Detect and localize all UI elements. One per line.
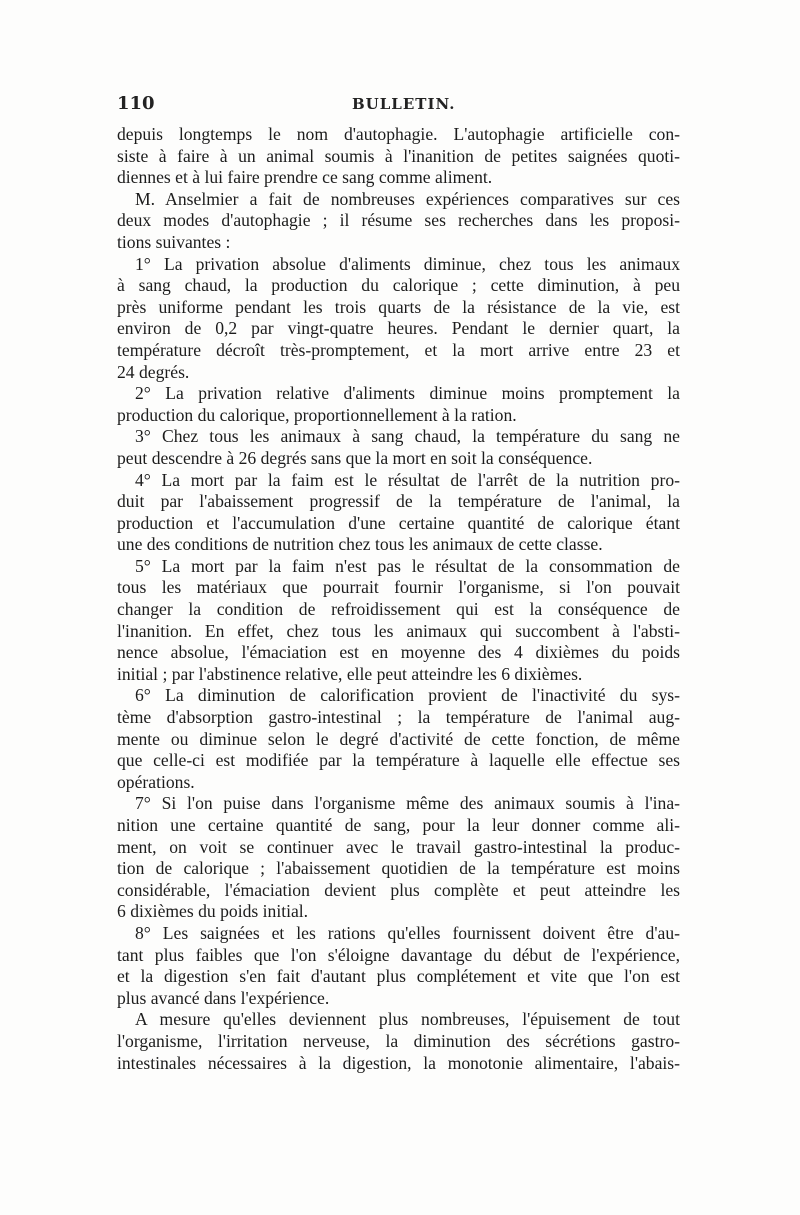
page-header — [117, 93, 680, 119]
text-line: changer la condition de refroidissement qui est la conséquence de — [117, 599, 680, 620]
text-line: M. Anselmier a fait de nombreuses expériences comparatives sur ces — [135, 188, 680, 209]
body-text — [117, 124, 680, 1074]
text-line: 4° La mort par la faim est le résultat de l'arrêt de la nutrition pro- — [135, 469, 680, 490]
text-line: nition une certaine quantité de sang, pour la leur donner comme ali- — [117, 815, 680, 835]
text-line: siste à faire à un animal soumis à l'inanition de petites saignées quoti- — [117, 145, 680, 166]
text-line: l'inanition. En effet, chez tous les animaux qui succombent à l'absti- — [117, 620, 680, 641]
text-line: 6° La diminution de calorification provient de l'inactivité du sys- — [135, 685, 680, 706]
text-line: nence absolue, l'émaciation est en moyenne des 4 dixièmes du poids — [117, 642, 680, 663]
text-line: 8° Les saignées et les rations qu'elles fournissent doivent être d'au- — [135, 922, 680, 943]
text-line: température décroît très-promptement, et la mort arrive entre 23 et — [117, 339, 680, 360]
text-line: 6 dixièmes du poids initial. — [117, 901, 309, 922]
page-number: 110 — [117, 93, 155, 114]
text-line: 24 degrés. — [117, 361, 190, 382]
text-line: 3° Chez tous les animaux à sang chaud, la température du sang ne — [135, 426, 680, 447]
text-line: ment, on voit se continuer avec le travail gastro-intestinal la produc- — [117, 836, 680, 857]
text-line: tème d'absorption gastro-intestinal ; la température de l'animal aug- — [117, 707, 680, 728]
text-line: considérable, l'émaciation devient plus complète et peut atteindre les — [117, 879, 680, 900]
text-line: près uniforme pendant les trois quarts de la résistance de la vie, est — [117, 296, 680, 317]
text-line: A mesure qu'elles deviennent plus nombreuses, l'épuisement de tout — [135, 1009, 680, 1030]
text-line: depuis longtemps le nom d'autophagie. L'autophagie artificielle con- — [117, 124, 680, 144]
text-line: à sang chaud, la production du calorique ; cette diminution, à peu — [117, 275, 680, 296]
running-head: BULLETIN. — [352, 95, 456, 113]
text-line: tions suivantes : — [117, 231, 231, 252]
text-line: production et l'accumulation d'une certaine quantité de calorique étant — [117, 512, 680, 533]
text-line: une des conditions de nutrition chez tous les animaux de cette classe. — [117, 534, 603, 555]
text-line: environ de 0,2 par vingt-quatre heures. Pendant le dernier quart, la — [117, 318, 680, 339]
text-line: production du calorique, proportionnellement à la ration. — [117, 404, 517, 425]
text-line: que celle-ci est modifiée par la température à laquelle elle effectue ses — [117, 750, 680, 771]
text-line: tion de calorique ; l'abaissement quotidien de la température est moins — [117, 858, 680, 879]
text-line: 7° Si l'on puise dans l'organisme même des animaux soumis à l'ina- — [135, 793, 680, 814]
text-line: initial ; par l'abstinence relative, elle peut atteindre les 6 dixièmes. — [117, 663, 583, 684]
text-line: intestinales nécessaires à la digestion, la monotonie alimentaire, l'abais- — [117, 1052, 680, 1073]
text-line: plus avancé dans l'expérience. — [117, 987, 330, 1008]
text-line: deux modes d'autophagie ; il résume ses recherches dans les proposi- — [117, 210, 680, 231]
text-line: duit par l'abaissement progressif de la température de l'animal, la — [117, 491, 680, 512]
text-line: tant plus faibles que l'on s'éloigne davantage du début de l'expérience, — [117, 944, 680, 965]
text-line: 2° La privation relative d'aliments diminue moins promptement la — [135, 383, 680, 404]
text-line: et la digestion s'en fait d'autant plus complétement et vite que l'on est — [117, 966, 680, 987]
text-line: l'organisme, l'irritation nerveuse, la diminution des sécrétions gastro- — [117, 1030, 680, 1051]
text-line: 1° La privation absolue d'aliments diminue, chez tous les animaux — [135, 253, 680, 274]
text-line: peut descendre à 26 degrés sans que la mort en soit la conséquence. — [117, 447, 593, 468]
text-line: mente ou diminue selon le degré d'activité de cette fonction, de même — [117, 728, 680, 749]
text-line: 5° La mort par la faim n'est pas le résultat de la consommation de — [135, 555, 680, 576]
text-line: opérations. — [117, 771, 195, 792]
text-line: diennes et à lui faire prendre ce sang comme aliment. — [117, 167, 493, 188]
text-line: tous les matériaux que pourrait fournir l'organisme, si l'on pouvait — [117, 577, 680, 598]
